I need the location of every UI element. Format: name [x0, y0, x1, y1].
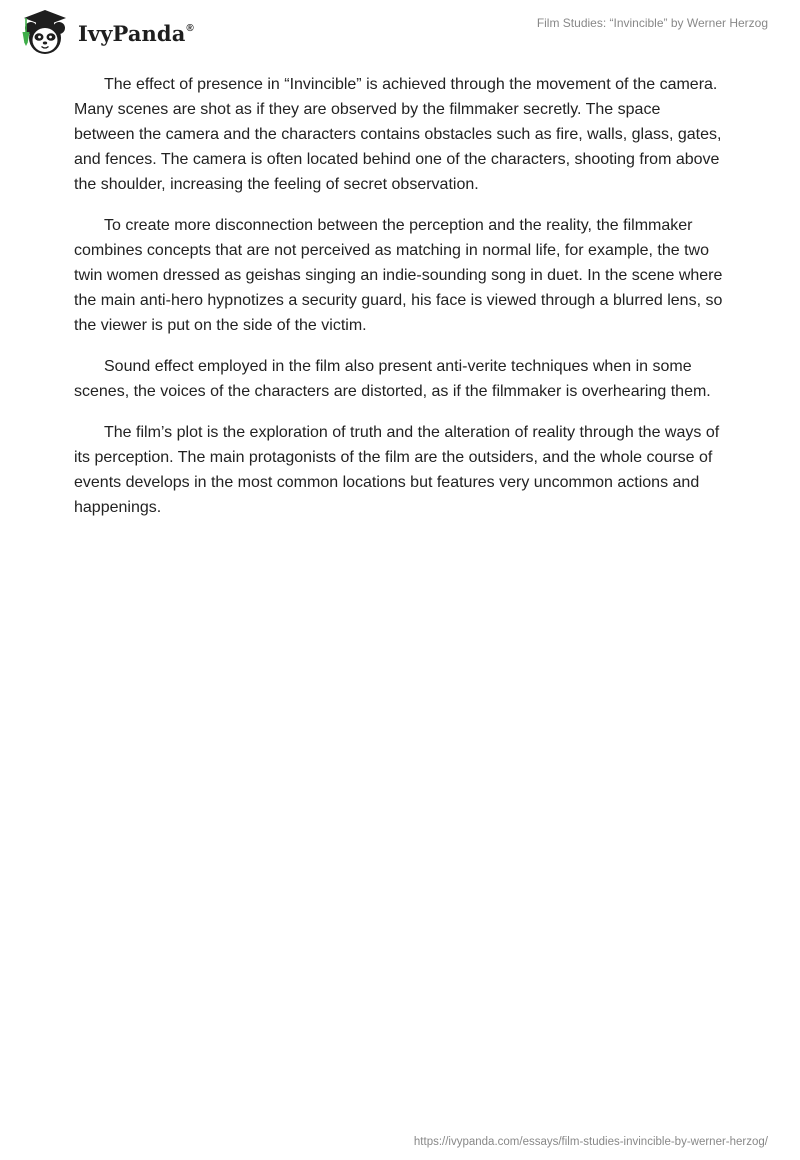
- source-url-link[interactable]: https://ivypanda.com/essays/film-studies-invincible-by-werner-herzog/: [413, 1136, 768, 1148]
- paragraph-4: The film’s plot is the exploration of truth and the alteration of reality through the ways of its perception. The main protagonists of the film are the outsiders, and the whole course of events develops in the most common locations but features very uncommon actions and happenings.: [74, 424, 720, 516]
- essay-body: [74, 72, 724, 536]
- document-title: Film Studies: “Invincible” by Werner Herzog: [536, 16, 768, 30]
- page-header: [0, 0, 800, 60]
- paragraph-3: Sound effect employed in the film also present anti-verite techniques when in some scenes, the voices of the characters are distorted, as if the filmmaker is overhearing them.: [74, 358, 711, 400]
- paragraph-2: To create more disconnection between the perception and the reality, the filmmaker combines concepts that are not perceived as matching in normal life, for example, the two twin women dressed as geishas singing an indie-sounding song in duet. In the scene where the main anti-hero hypnotizes a security guard, his face is viewed through a blurred lens, so the viewer is put on the side of the victim.: [74, 217, 723, 334]
- paragraph-1: The effect of presence in “Invincible” is achieved through the movement of the camera. Many scenes are shot as if they are observed by the filmmaker secretly. The space between the camera and the characters contains obstacles such as fire, walls, glass, gates, and fences. The camera is often located behind one of the characters, shooting from above the shoulder, increasing the feeling of secret observation.: [74, 76, 722, 193]
- brand-name: [78, 21, 194, 46]
- registered-mark: ®: [186, 22, 194, 34]
- brand-logo-link[interactable]: [16, 8, 194, 56]
- panda-logo-icon: [16, 8, 74, 56]
- brand-name-text: IvyPanda: [78, 20, 186, 46]
